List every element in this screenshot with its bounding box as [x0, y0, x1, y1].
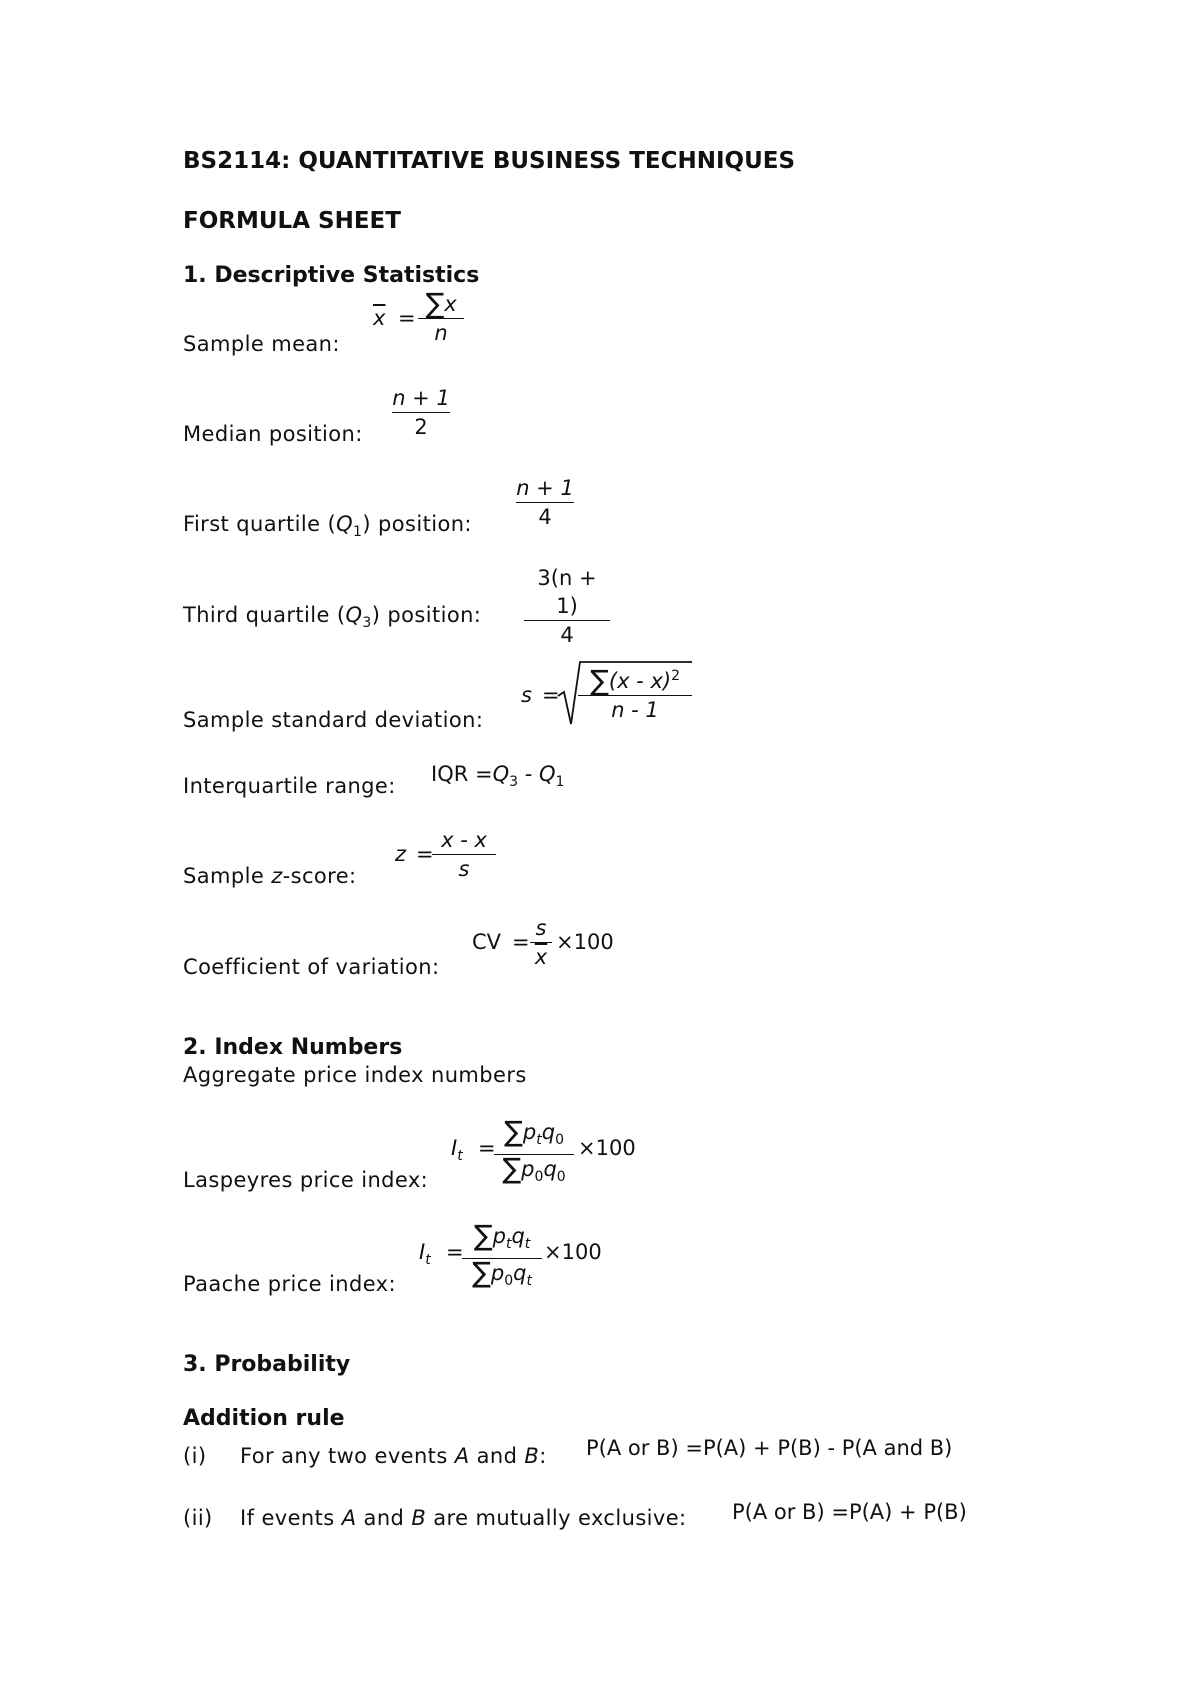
iqr-formula: IQR $=Q_3 - Q_1$ [431, 762, 565, 790]
laspeyres-eq: = [478, 1136, 496, 1160]
sd-label: Sample standard deviation: [183, 708, 484, 732]
rule-ii-formula: P(A or B) =P(A) + P(B) [732, 1500, 967, 1524]
laspeyres-fraction: $\sum p_tq_0$ $\sum p_0q_0$ [494, 1118, 574, 1191]
laspeyres-label: Laspeyres price index: [183, 1168, 429, 1192]
iqr-label: Interquartile range: [183, 774, 396, 798]
index-subheading: Aggregate price index numbers [183, 1063, 527, 1087]
course-title: BS2114: QUANTITATIVE BUSINESS TECHNIQUES [183, 148, 796, 174]
median-label: Median position: [183, 422, 363, 446]
q3-label: Third quartile $(Q_3)$ position: [183, 603, 482, 631]
rule-ii-number: (ii) [183, 1506, 213, 1530]
median-fraction: n + 1 2 [392, 386, 450, 439]
rule-ii-text: If events A and B are mutually exclusive: [240, 1506, 687, 1530]
sd-fraction: ∑(x - x)$^2$ n - 1 [578, 662, 692, 724]
mean-eq: = [398, 306, 416, 330]
rule-i-formula: P(A or B) =P(A) + P(B) - P(A and B) [586, 1436, 953, 1460]
sample-mean-label: Sample mean: [183, 332, 340, 356]
addition-rule-heading: Addition rule [183, 1406, 345, 1431]
q1-fraction: n + 1 4 [516, 476, 574, 529]
sd-eq: = [542, 683, 560, 707]
cv-fraction: $\frac{s}{x}$ [530, 914, 552, 971]
paache-label: Paache price index: [183, 1272, 396, 1296]
laspeyres-lhs: $I_t$ [451, 1136, 463, 1164]
z-lhs: z [395, 842, 407, 866]
q3-fraction: 3(n + 1) 4 [524, 564, 610, 649]
rule-i-text: For any two events A and B: [240, 1444, 547, 1468]
z-fraction: x - x s [432, 826, 496, 883]
paache-fraction: $\sum p_tq_t$ $\sum p_0q_t$ [462, 1222, 542, 1295]
cv-label: Coefficient of variation: [183, 955, 440, 979]
rule-i-number: (i) [183, 1444, 207, 1468]
sheet-title: FORMULA SHEET [183, 208, 401, 234]
mean-fraction: ∑x n [418, 290, 464, 347]
sd-lhs: s [521, 683, 532, 707]
paache-times100: ×100 [544, 1240, 602, 1264]
z-label: Sample z-score: [183, 864, 357, 888]
cv-lhs: CV [472, 930, 502, 954]
laspeyres-times100: ×100 [578, 1136, 636, 1160]
paache-eq: = [446, 1240, 464, 1264]
section-heading-index: 2. Index Numbers [183, 1035, 403, 1060]
q1-label: First quartile $(Q_1)$ position: [183, 512, 472, 540]
cv-eq: = [512, 930, 530, 954]
section-heading-probability: 3. Probability [183, 1352, 351, 1377]
mean-lhs: $\overline{x}$ [373, 306, 386, 330]
paache-lhs: $I_t$ [419, 1240, 431, 1268]
z-eq: = [416, 842, 434, 866]
section-heading-descriptive: 1. Descriptive Statistics [183, 263, 480, 288]
cv-times100: ×100 [556, 930, 614, 954]
